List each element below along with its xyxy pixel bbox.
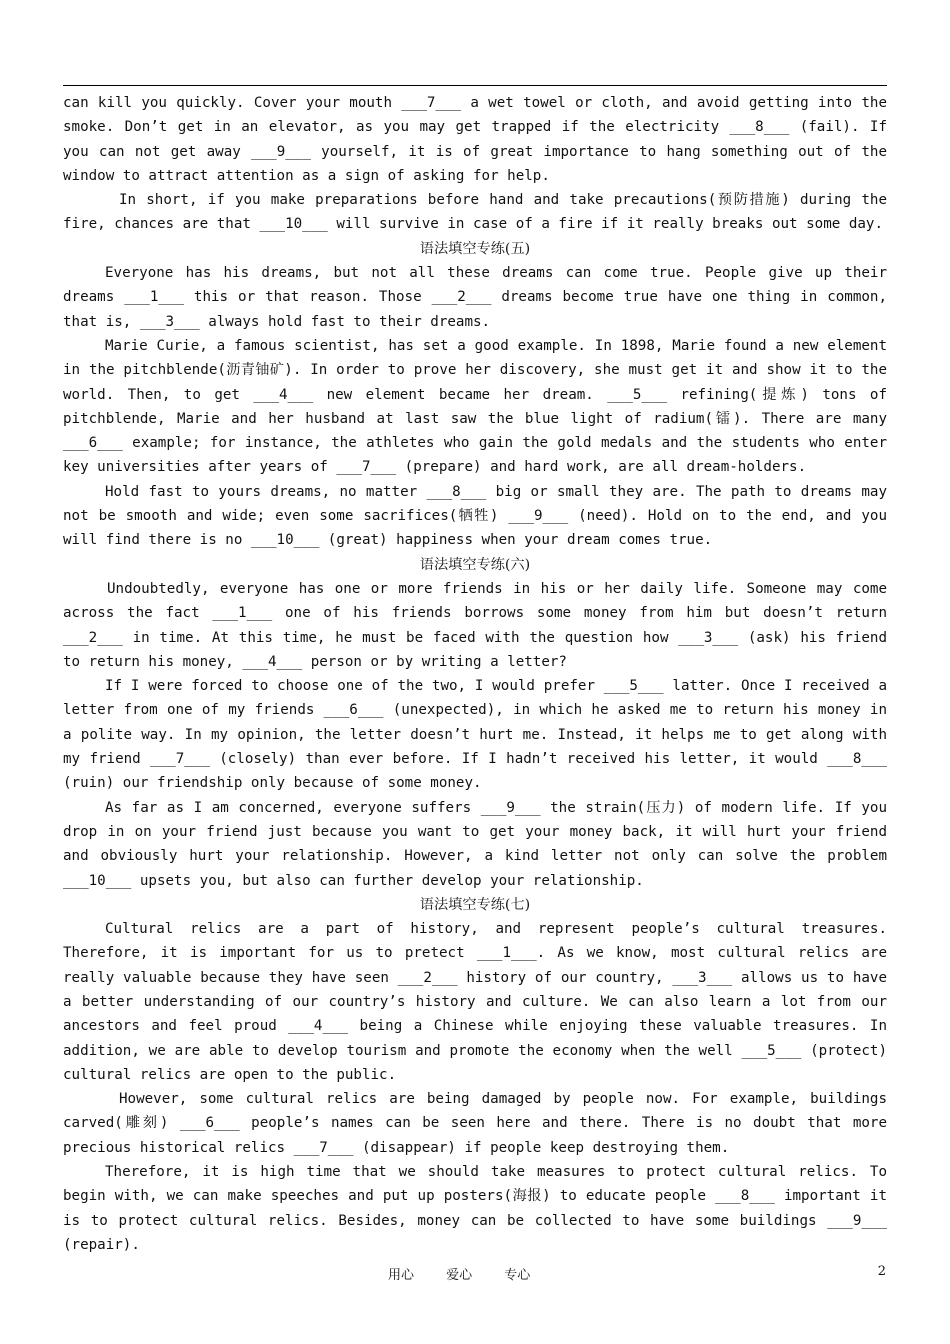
footer-motto: 用心 爱心 专心	[388, 1268, 531, 1283]
paragraph: Everyone has his dreams, but not all these dreams can come true. People give up their dreams ___1___ this or that reason. Those ___2___ dreams become true have one thing in common, that is, ___3___ always hold fast to their dreams.	[63, 265, 887, 330]
paragraph: Marie Curie, a famous scientist, has set a good example. In 1898, Marie found a new element in the pitchblende(沥青铀矿). In order to prove her discovery, she must get it and show it to the world. Then, to get ___4___ new element became her dream. ___5___ refining(提炼) tons of pitchblende, Marie and her husband at last saw the blue light of radium(镭). There are many ___6___ example; for instance, the athletes who gain the gold medals and the students who enter key universities after years of ___7___ (prepare) and hard work, are all dream-holders.	[63, 337, 887, 476]
paragraph: Hold fast to yours dreams, no matter ___8___ big or small they are. The path to dreams may not be smooth and wide; even some sacrifices(牺牲) ___9___ (need). Hold on to the end, and you will find there is no ___10___ (great) happiness when your dream comes true.	[63, 483, 887, 549]
page-footer	[0, 1264, 950, 1284]
header-rule	[63, 85, 887, 86]
paragraph: However, some cultural relics are being damaged by people now. For example, buildings carved(雕刻) ___6___ people’s names can be seen here and there. There is no doubt that more precious historical relics ___7___ (disappear) if people keep destroying them.	[63, 1091, 887, 1156]
paragraph: can kill you quickly. Cover your mouth ___7___ a wet towel or cloth, and avoid getting into the smoke. Don’t get in an elevator, as you may get trapped if the electricity ___8___ (fail). If you can not get away ___9___ yourself, it is of great importance to hang something out of the window to attract attention as a sign of asking for help.	[63, 95, 887, 184]
section-heading: 语法填空专练(五)	[419, 240, 531, 257]
paragraph: Cultural relics are a part of history, and represent people’s cultural treasures. Therefore, it is important for us to pretect ___1___. As we know, most cultural relics are really valuable because they have seen ___2___ history of our country, ___3___ allows us to have a better understanding of our country’s history and culture. We can also learn a lot from our ancestors and feel proud ___4___ being a Chinese while enjoying these valuable treasures. In addition, we are able to develop tourism and promote the economy when the well ___5___ (protect) cultural relics are open to the public.	[63, 921, 887, 1083]
paragraph: If I were forced to choose one of the two, I would prefer ___5___ latter. Once I received a letter from one of my friends ___6___ (unexpected), in which he asked me to return his money in a polite way. In my opinion, the letter doesn’t hurt me. Instead, it helps me to get along with my friend ___7___ (closely) than ever before. If I hadn’t received his letter, it would ___8___ (ruin) our friendship only because of some money.	[63, 678, 887, 792]
paragraph: Therefore, it is high time that we should take measures to protect cultural relics. To begin with, we can make speeches and put up posters(海报) to educate people ___8___ important it is to protect cultural relics. Besides, money can be collected to have some buildings ___9___ (repair).	[63, 1164, 887, 1253]
paragraph: As far as I am concerned, everyone suffers ___9___ the strain(压力) of modern life. If you drop in on your friend just because you want to get your money back, it will hurt your friend and obviously hurt your relationship. However, a kind letter not only can solve the problem ___10___ upsets you, but also can further develop your relationship.	[63, 799, 887, 889]
page-number: 2	[877, 1264, 886, 1279]
section-heading: 语法填空专练(六)	[419, 556, 531, 573]
paragraph: Undoubtedly, everyone has one or more friends in his or her daily life. Someone may come across the fact ___1___ one of his friends borrows some money from him but doesn’t return ___2___ in time. At this time, he must be faced with the question how ___3___ (ask) his friend to return his money, ___4___ person or by writing a letter?	[63, 580, 887, 670]
paragraph: In short, if you make preparations before hand and take precautions(预防措施) during the fire, chances are that ___10___ will survive in case of a fire if it really breaks out some day.	[63, 192, 887, 233]
section-heading: 语法填空专练(七)	[419, 896, 531, 913]
document-body	[63, 91, 887, 1257]
